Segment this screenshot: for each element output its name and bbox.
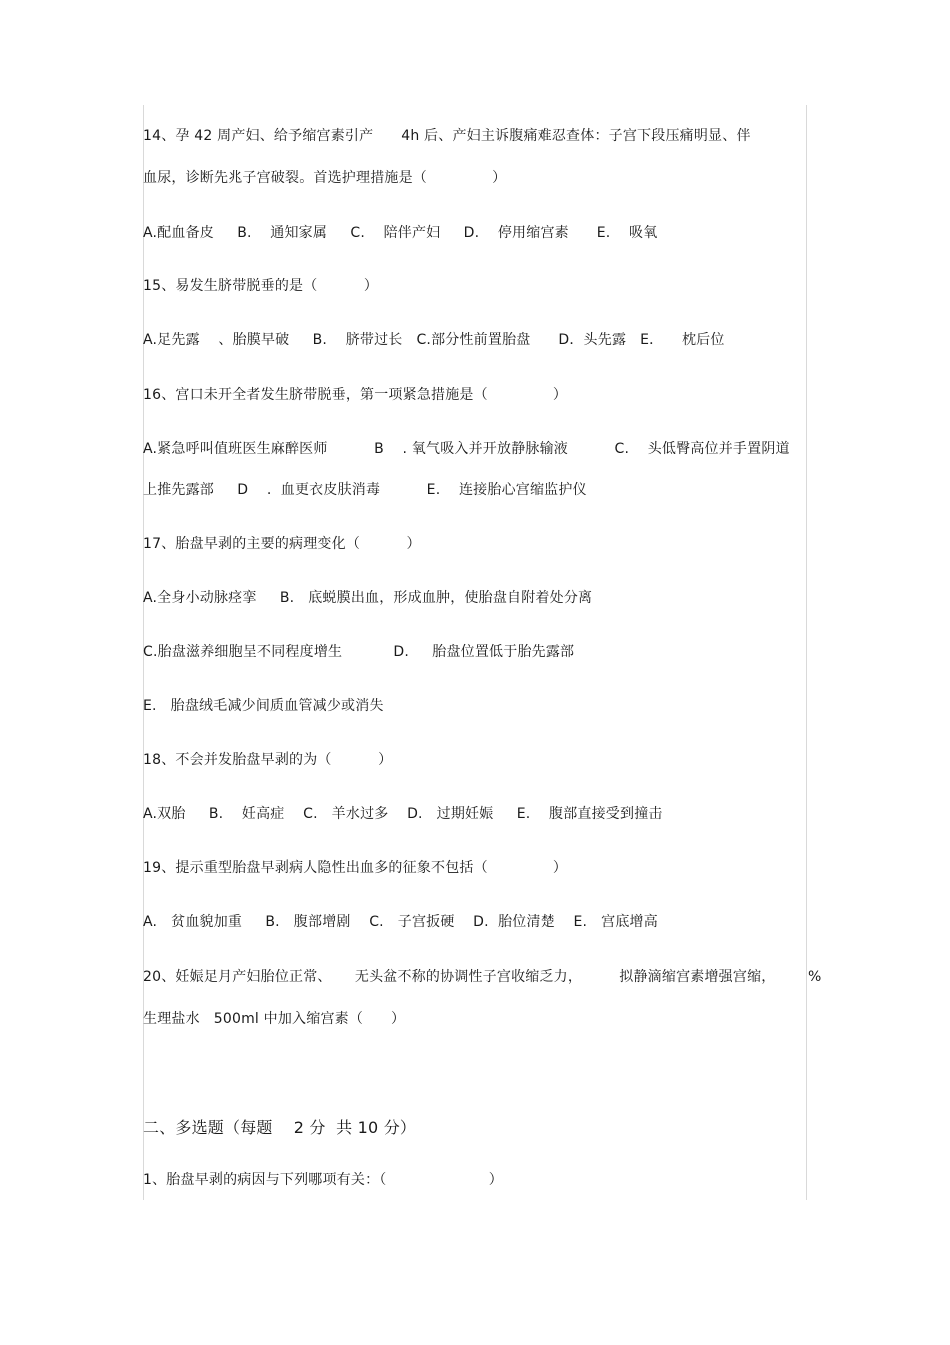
question-19-options: A. 贫血貌加重 B. 腹部增剧 C. 子宫扳硬 D. 胎位清楚 E. 宫底增高	[143, 914, 658, 930]
question-14-stem-continued: 血尿，诊断先兆子宫破裂。首选护理措施是（ ）	[143, 170, 507, 186]
question-17-options-ab: A.全身小动脉痉挛 B. 底蜕膜出血，形成血肿，使胎盘自附着处分离	[143, 590, 593, 606]
question-15-stem: 15、易发生脐带脱垂的是（ ）	[143, 278, 379, 294]
question-16-options: A.紧急呼叫值班医生麻醉医师 B . 氧气吸入并开放静脉输液 C. 头低臀高位并手置阴道	[143, 441, 790, 457]
page-margin-rule-right	[806, 105, 807, 1200]
section-heading-multiple-choice: 二、多选题（每题 2 分 共 10 分）	[143, 1118, 417, 1137]
question-18-options: A.双胎 B. 妊高症 C. 羊水过多 D. 过期妊娠 E. 腹部直接受到撞击	[143, 806, 663, 822]
question-14-options: A.配血备皮 B. 通知家属 C. 陪伴产妇 D. 停用缩宫素 E. 吸氧	[143, 225, 658, 241]
question-18-stem: 18、不会并发胎盘早剥的为（ ）	[143, 752, 393, 768]
question-16-options-continued: 上推先露部 D . 血更衣皮肤消毒 E. 连接胎心宫缩监护仪	[143, 482, 587, 498]
question-20-stem: 20、妊娠足月产妇胎位正常、 无头盆不称的协调性子宫收缩乏力， 拟静滴缩宫素增强宫缩， %	[143, 969, 822, 985]
question-20-stem-continued: 生理盐水 500ml 中加入缩宫素（ ）	[143, 1011, 406, 1027]
question-17-options-cd: C.胎盘滋养细胞呈不同程度增生 D. 胎盘位置低于胎先露部	[143, 644, 575, 660]
question-17-stem: 17、胎盘早剥的主要的病理变化（ ）	[143, 536, 421, 552]
question-14-stem: 14、孕 42 周产妇、给予缩宫素引产 4h 后、产妇主诉腹痛难忍查体：子宫下段压痛明显、伴	[143, 128, 751, 144]
multi-question-1-stem: 1、胎盘早剥的病因与下列哪项有关：（ ）	[143, 1172, 504, 1188]
question-16-stem: 16、宫口未开全者发生脐带脱垂，第一项紧急措施是（ ）	[143, 387, 568, 403]
question-17-option-e: E. 胎盘绒毛减少间质血管减少或消失	[143, 698, 384, 714]
question-19-stem: 19、提示重型胎盘早剥病人隐性出血多的征象不包括（ ）	[143, 860, 568, 876]
question-15-options: A.足先露 、胎膜早破 B. 脐带过长 C.部分性前置胎盘 D．头先露 E． 枕后位	[143, 332, 725, 348]
